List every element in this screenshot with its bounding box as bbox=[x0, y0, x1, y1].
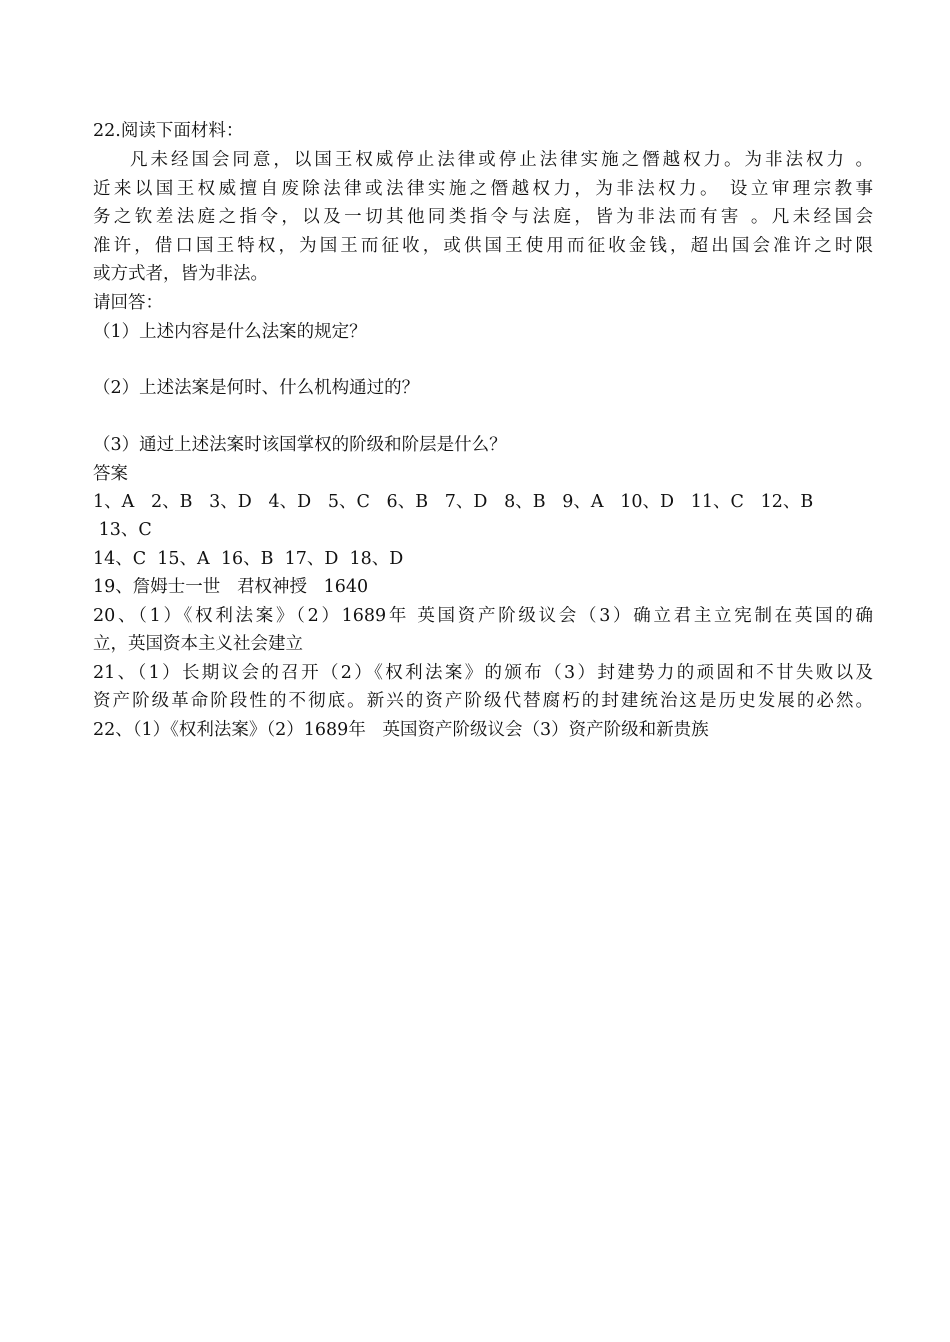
question-title: 22.阅读下面材料： bbox=[93, 121, 244, 141]
material-line-3: 务之钦差法庭之指令，以及一切其他同类指令与法庭，皆为非法而有害 。凡未经国会 bbox=[93, 207, 873, 227]
answer-line-8: 资产阶级革命阶段性的不彻底。新兴的资产阶级代替腐朽的封建统治这是历史发展的必然。 bbox=[93, 691, 873, 711]
answers-heading: 答案 bbox=[93, 464, 128, 484]
answer-line-5: 20、（1）《权利法案》（2）1689年 英国资产阶级议会（3）确立君主立宪制在英国的确 bbox=[93, 606, 873, 626]
material-line-2: 近来以国王权威擅自废除法律或法律实施之僭越权力，为非法权力。 设立审理宗教事 bbox=[93, 179, 873, 199]
answer-line-1: 1、A 2、B 3、D 4、D 5、C 6、B 7、D 8、B 9、A 10、D 11、C 12、B bbox=[93, 492, 814, 512]
answer-prompt: 请回答： bbox=[93, 293, 163, 313]
answer-line-9: 22、（1）《权利法案》（2）1689年 英国资产阶级议会（3）资产阶级和新贵族 bbox=[93, 720, 709, 740]
material-line-5: 或方式者，皆为非法。 bbox=[93, 264, 268, 284]
answer-line-7: 21、（1）长期议会的召开（2）《权利法案》的颁布（3）封建势力的顽固和不甘失败以及 bbox=[93, 663, 873, 683]
answer-line-4: 19、詹姆士一世 君权神授 1640 bbox=[93, 577, 369, 597]
answer-line-3: 14、C 15、A 16、B 17、D 18、D bbox=[93, 549, 404, 569]
sub-question-1: （1）上述内容是什么法案的规定？ bbox=[93, 322, 367, 342]
material-line-1: 凡未经国会同意，以国王权威停止法律或停止法律实施之僭越权力。为非法权力 。 bbox=[130, 150, 873, 170]
sub-question-3: （3）通过上述法案时该国掌权的阶级和阶层是什么？ bbox=[93, 435, 507, 455]
answer-line-2: 13、C bbox=[93, 520, 152, 540]
material-line-4: 准许，借口国王特权，为国王而征收，或供国王使用而征收金钱，超出国会准许之时限 bbox=[93, 236, 873, 256]
sub-question-2: （2）上述法案是何时、什么机构通过的？ bbox=[93, 378, 420, 398]
answer-line-6: 立，英国资本主义社会建立 bbox=[93, 634, 303, 654]
